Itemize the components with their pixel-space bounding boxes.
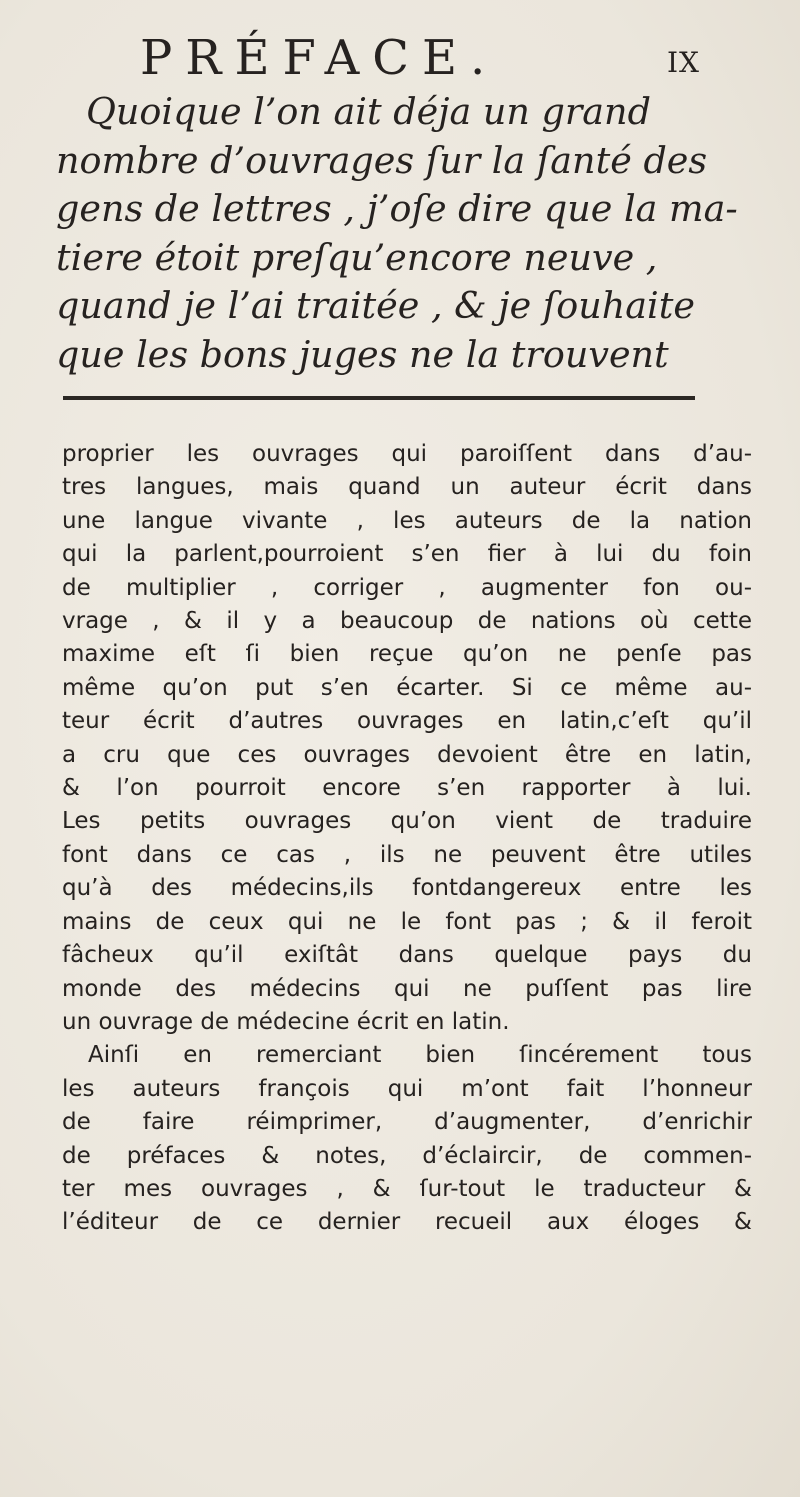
text-line: une langue vivante , les auteurs de la nation [62,507,752,534]
text-line: l’éditeur de ce dernier recueil aux éloges & [62,1209,752,1236]
text-line: maxime eſt ſi bien reçue qu’on ne penſe pas [62,641,752,668]
running-title: PRÉFACE. [140,30,499,86]
text-line: Les petits ouvrages qu’on vient de traduire [62,808,752,835]
italic-line: tiere étoit preſqu’encore neuve , [56,235,658,279]
text-line: monde des médecins qui ne puſſent pas lire [62,975,752,1002]
text-line: de faire réimprimer, d’augmenter, d’enrichir [62,1109,752,1136]
text-line: proprier les ouvrages qui paroiſſent dans d’au- [62,441,752,467]
section-divider [63,396,695,400]
text-line: vrage , & il y a beaucoup de nations où cette [62,608,752,635]
text-line: & l’on pourroit encore s’en rapporter à lui. [62,775,752,802]
text-line: tres langues, mais quand un auteur écrit dans [62,474,752,501]
italic-line: Quoique l’on ait déja un grand [86,90,651,133]
body-text [62,438,752,1240]
text-line: a cru que ces ouvrages devoient être en latin, [62,741,752,768]
italic-line: nombre d’ouvrages ſur la ſanté des [56,138,708,182]
text-line: font dans ce cas , ils ne peuvent être utiles [62,841,752,868]
page-header [140,28,700,88]
text-line: les auteurs françois qui m’ont fait l’honneur [62,1075,752,1102]
text-line: qu’à des médecins,ils fontdangereux entre les [62,875,752,902]
text-line: de multiplier , corriger , augmenter fon ou- [62,574,752,601]
text-line: fâcheux qu’il exiſtât dans quelque pays du [62,942,752,969]
text-line: qui la parlent,pourroient s’en fier à lui du foin [62,541,752,568]
italic-line: quand je l’ai traitée , & je ſouhaite [56,284,695,327]
page-number: IX [667,46,700,79]
text-line: de préfaces & notes, d’éclaircir, de commen- [62,1142,752,1169]
text-line: même qu’on put s’en écarter. Si ce même au- [62,674,752,701]
text-line: ter mes ouvrages , & ſur-tout le traducteur & [62,1175,752,1202]
text-line: un ouvrage de médecine écrit en latin. [62,1008,510,1035]
text-line: teur écrit d’autres ouvrages en latin,c’eſt qu’il [62,708,752,735]
text-line: mains de ceux qui ne le font pas ; & il feroit [62,908,752,935]
italic-line: gens de lettres , j’oſe dire que la ma- [56,187,738,230]
italic-line: que les bons juges ne la trouvent [56,332,669,376]
italic-passage [56,88,744,379]
text-line: Ainſi en remerciant bien ſincérement tous [88,1042,752,1069]
